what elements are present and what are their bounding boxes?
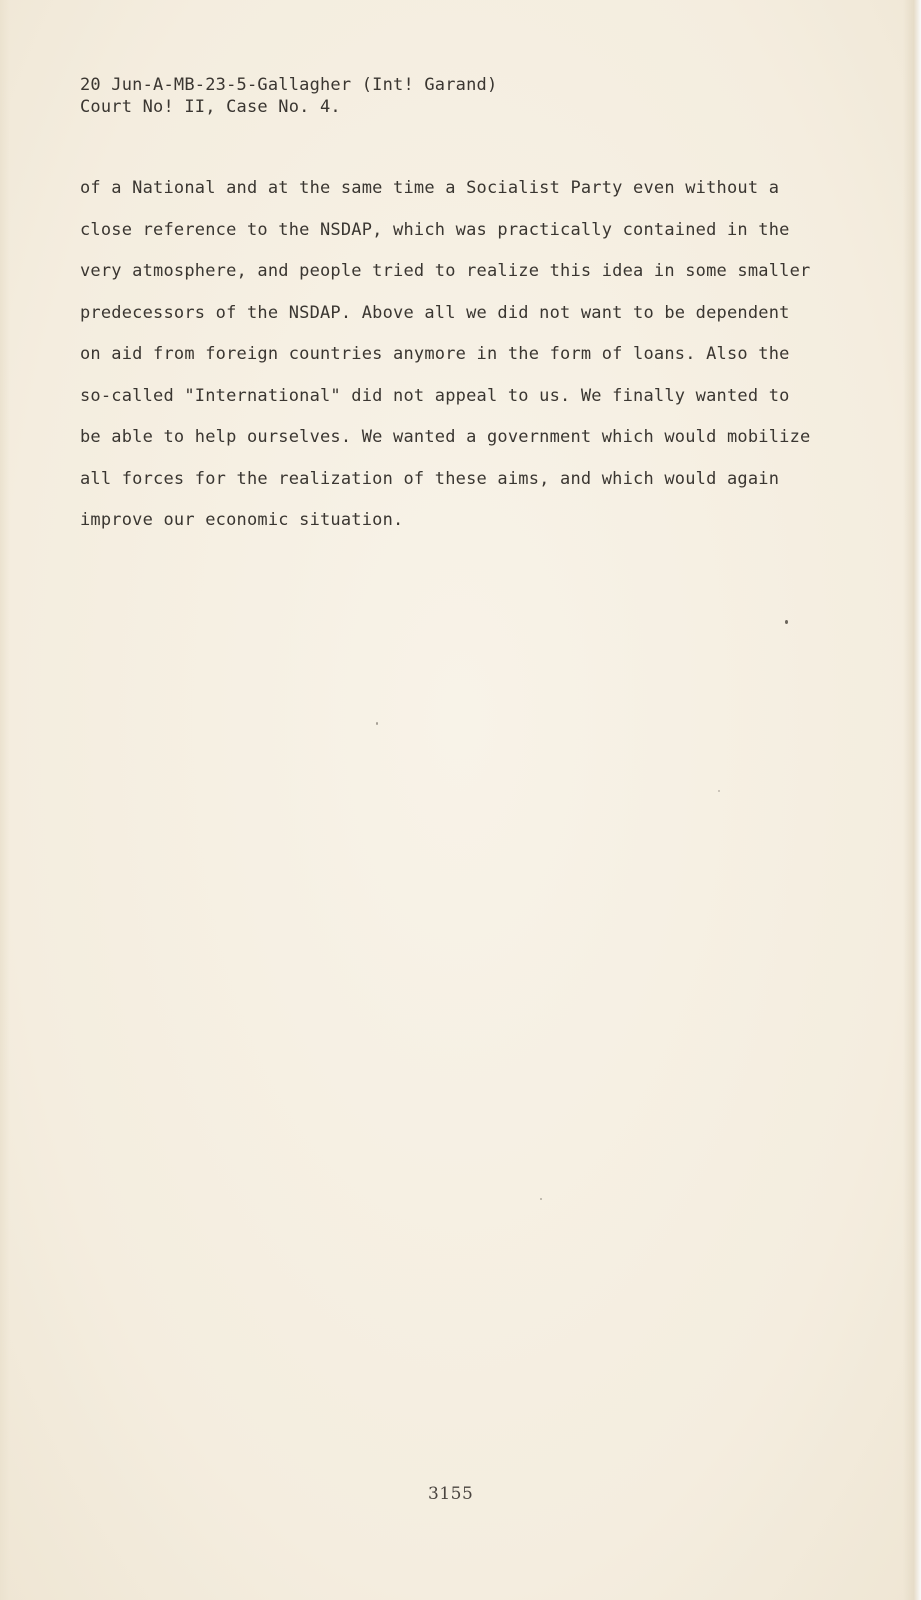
body-line: on aid from foreign countries anymore in the form of loans. Also the <box>80 344 790 364</box>
body-line: close reference to the NSDAP, which was practically contained in the <box>80 219 790 240</box>
body-line: very atmosphere, and people tried to realize this idea in some smaller <box>80 261 811 281</box>
transcript-body <box>80 177 820 551</box>
page-left-edge-shadow <box>0 0 10 1600</box>
header-reference-line: 20 Jun-A-MB-23-5-Gallagher (Int! Garand) <box>80 75 498 95</box>
paper-speck <box>376 722 378 725</box>
paper-speck <box>785 620 788 624</box>
document-header <box>80 74 497 118</box>
header-court-case-line: Court No! II, Case No. 4. <box>80 97 341 117</box>
body-line: so-called "International" did not appeal to us. We finally wanted to <box>80 385 790 406</box>
body-line: all forces for the realization of these aims, and which would again <box>80 468 780 489</box>
body-line: of a National and at the same time a Socialist Party even without a <box>80 178 780 198</box>
page-number: 3155 <box>428 1484 474 1504</box>
body-line: be able to help ourselves. We wanted a government which would mobilize <box>80 427 811 447</box>
body-line: improve our economic situation. <box>80 510 404 530</box>
body-line: predecessors of the NSDAP. Above all we did not want to be dependent <box>80 302 790 323</box>
paper-speck <box>540 1198 542 1200</box>
paper-speck <box>718 790 720 792</box>
page-right-edge-shadow <box>903 0 921 1600</box>
